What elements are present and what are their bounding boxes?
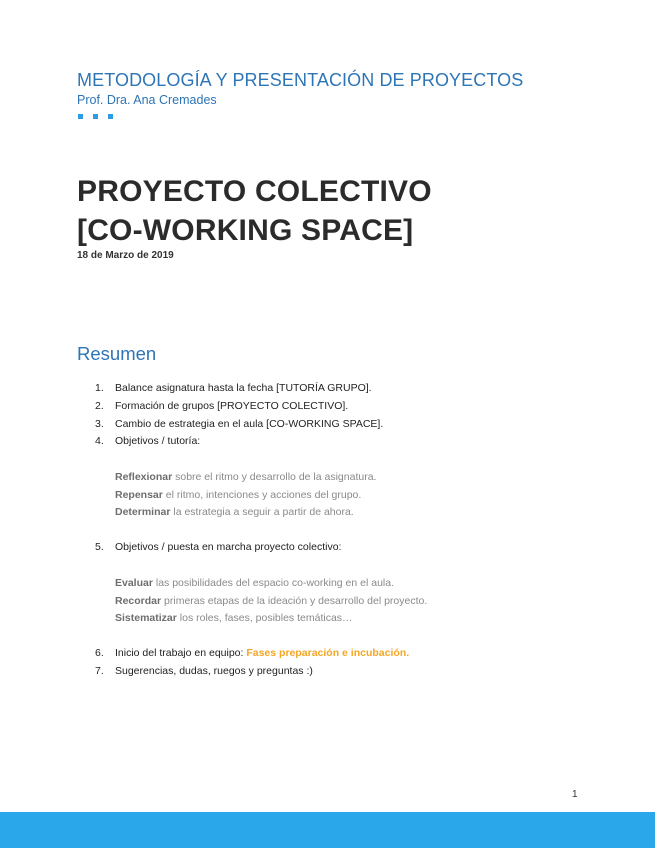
sub-item-text: las posibilidades del espacio co-working en el aula. — [152, 577, 395, 589]
sub-item-keyword: Sistematizar — [115, 612, 177, 624]
highlighted-phase: Fases preparación e incubación. — [246, 647, 410, 659]
sub-item — [115, 577, 394, 589]
sub-item-text: los roles, fases, posibles temáticas… — [176, 612, 353, 624]
sub-item — [115, 489, 361, 501]
list-item — [95, 418, 383, 430]
sub-item-keyword: Recordar — [115, 595, 162, 607]
sub-item — [115, 595, 427, 607]
sub-item-keyword: Evaluar — [115, 577, 153, 589]
list-text: Cambio de estrategia en el aula [CO-WORKING SPACE]. — [115, 418, 384, 430]
decorative-dots — [78, 114, 113, 119]
course-title: METODOLOGÍA Y PRESENTACIÓN DE PROYECTOS — [77, 70, 524, 90]
page-number: 1 — [572, 789, 578, 800]
title-line-2: [CO-WORKING SPACE] — [77, 214, 414, 247]
sub-item — [115, 506, 354, 518]
sub-item-text: primeras etapas de la ideación y desarrollo del proyecto. — [161, 595, 428, 607]
list-text: Objetivos / puesta en marcha proyecto colectivo: — [115, 541, 342, 553]
list-number: 2. — [95, 400, 104, 412]
professor-name: Prof. Dra. Ana Cremades — [77, 93, 217, 107]
list-item — [95, 382, 372, 394]
list-text: Formación de grupos [PROYECTO COLECTIVO]. — [115, 400, 349, 412]
list-text: Objetivos / tutoría: — [115, 435, 201, 447]
title-line-1: PROYECTO COLECTIVO — [77, 175, 432, 208]
list-text: Balance asignatura hasta la fecha [TUTORÍA GRUPO]. — [115, 382, 372, 394]
list-text: Sugerencias, dudas, ruegos y preguntas :) — [115, 665, 313, 677]
footer-bar — [0, 812, 655, 848]
sub-item-text: el ritmo, intenciones y acciones del grupo. — [162, 489, 362, 501]
summary-heading: Resumen — [77, 343, 157, 364]
list-item — [95, 400, 348, 412]
list-number: 4. — [95, 435, 104, 447]
document-title — [77, 172, 432, 250]
dot-icon — [78, 114, 83, 119]
list-number: 7. — [95, 665, 104, 677]
list-item — [95, 541, 341, 553]
sub-item-keyword: Reflexionar — [115, 471, 173, 483]
sub-item-text: sobre el ritmo y desarrollo de la asignatura. — [172, 471, 377, 483]
list-item — [95, 647, 409, 659]
document-date: 18 de Marzo de 2019 — [77, 250, 174, 261]
sub-item-keyword: Determinar — [115, 506, 171, 518]
list-number: 1. — [95, 382, 104, 394]
sub-item — [115, 471, 376, 483]
list-number: 5. — [95, 541, 104, 553]
list-number: 6. — [95, 647, 104, 659]
sub-item — [115, 612, 353, 624]
list-number: 3. — [95, 418, 104, 430]
dot-icon — [93, 114, 98, 119]
dot-icon — [108, 114, 113, 119]
list-item — [95, 435, 200, 447]
list-item — [95, 665, 313, 677]
list-text: Inicio del trabajo en equipo: — [115, 647, 247, 659]
sub-item-keyword: Repensar — [115, 489, 163, 501]
sub-item-text: la estrategia a seguir a partir de ahora. — [170, 506, 354, 518]
